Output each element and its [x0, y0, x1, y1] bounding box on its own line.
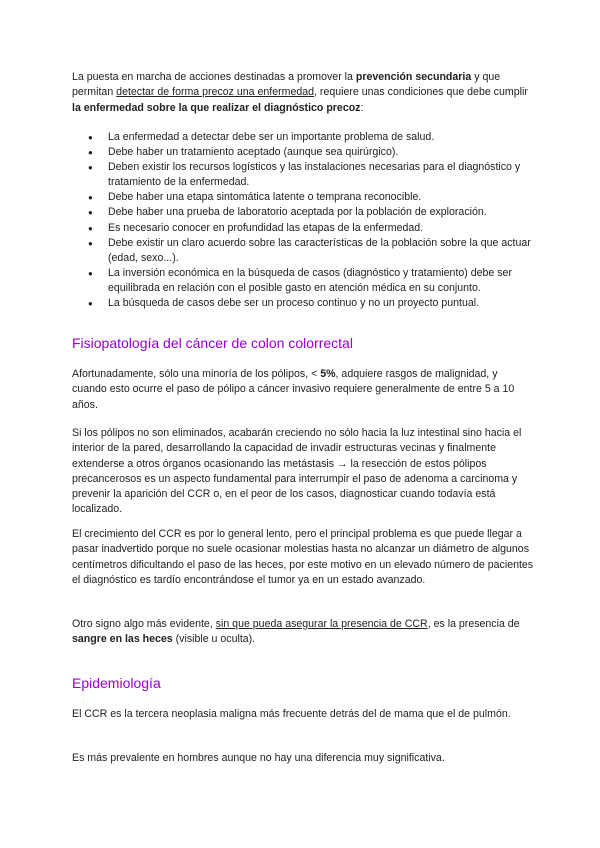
list-item: ● Debe existir un claro acuerdo sobre las características de la población sobre la que actuar (edad, sexo...).: [72, 236, 534, 266]
list-item: ● La enfermedad a detectar debe ser un importante problema de salud.: [72, 130, 534, 145]
fisio-paragraph-1: [72, 367, 534, 413]
list-item: ● Debe haber una prueba de laboratorio aceptada por la población de exploración.: [72, 205, 534, 220]
conditions-list: [72, 130, 534, 311]
list-item: ● La búsqueda de casos debe ser un proceso continuo y no un proyecto puntual.: [72, 296, 534, 311]
intro-bold-enfermedad: la enfermedad sobre la que realizar el diagnóstico precoz: [72, 101, 361, 114]
fisio-bold-percent: 5%: [320, 368, 336, 380]
section-heading-epidemiologia: Epidemiología: [72, 675, 161, 691]
intro-text: y que permitan: [72, 71, 501, 99]
epi-paragraph-2: Es más prevalente en hombres aunque no hay una diferencia muy significativa.: [72, 752, 445, 764]
fisio-paragraph-4: [72, 617, 534, 648]
fisio-text: (visible u oculta).: [172, 633, 256, 646]
list-item: ● Debe haber una etapa sintomática latente o temprana reconocible.: [72, 190, 534, 205]
fisio-paragraph-3: El crecimiento del CCR es por lo general lento, pero el principal problema es que puede llegar a pasar inadvertido porque no suele ocasionar molestias hasta no alcanzar un diámetro de algunos centímetros dificultando el paso de las heces, por este motivo en un elevado número de pacientes el diagnóstico es tardío encontrándose el tumor ya en un estado avanzado.: [72, 528, 534, 586]
fisio-bold-sangre: sangre en las heces: [72, 633, 173, 646]
intro-text: , requiere unas condiciones que debe cumplir: [314, 86, 528, 99]
fisio-underlined-text: sin que pueda asegurar la presencia de CCR: [215, 618, 428, 630]
intro-text: :: [360, 101, 364, 114]
list-item: ● Es necesario conocer en profundidad las etapas de la enfermedad.: [72, 221, 534, 236]
list-item: ● Deben existir los recursos logísticos y las instalaciones necesarias para el diagnóstico y tratamiento de la enfermedad.: [72, 160, 534, 190]
section-heading-fisiopatologia: Fisiopatología del cáncer de colon colorrectal: [72, 335, 353, 351]
intro-underlined-text: detectar de forma precoz una enfermedad: [116, 86, 315, 99]
fisio-text: Afortunadamente, sólo una minoría de los pólipos, <: [72, 368, 321, 380]
intro-text: La puesta en marcha de acciones destinadas a promover la: [72, 71, 356, 83]
intro-bold-prevencion: prevención secundaria: [355, 71, 472, 83]
fisio-text: Otro signo algo más evidente,: [72, 618, 216, 630]
fisio-paragraph-2: Si los pólipos no son eliminados, acabarán creciendo no sólo hacia la luz intestinal sino hacia el interior de la pared, desarrollando la capacidad de invadir estructuras vecinas y finalmente extenderse a otros órganos ocasionando las metástasis → la resección de estos pólipos precancerosos es un aspecto fundamental para interrumpir el paso de adenoma a carcinoma y prevenir la aparición del CCR o, en el peor de los casos, diagnosticar cuando todavía está localizado.: [72, 427, 522, 516]
fisio-text: , es la presencia de: [427, 618, 520, 630]
epi-paragraph-1: El CCR es la tercera neoplasia maligna más frecuente detrás del de mama que el de pulmón.: [72, 708, 511, 720]
intro-paragraph: [72, 70, 534, 116]
fisio-text: , adquiere rasgos de malignidad, y cuando esto ocurre el paso de pólipo a cáncer invasivo requiere generalmente de entre 5 a 10 años.: [72, 368, 515, 411]
list-item: ● Debe haber un tratamiento aceptado (aunque sea quirúrgico).: [72, 145, 534, 160]
list-item: ● La inversión económica en la búsqueda de casos (diagnóstico y tratamiento) debe ser equilibrada en relación con el posible gasto en atención médica en su conjunto.: [72, 266, 534, 296]
